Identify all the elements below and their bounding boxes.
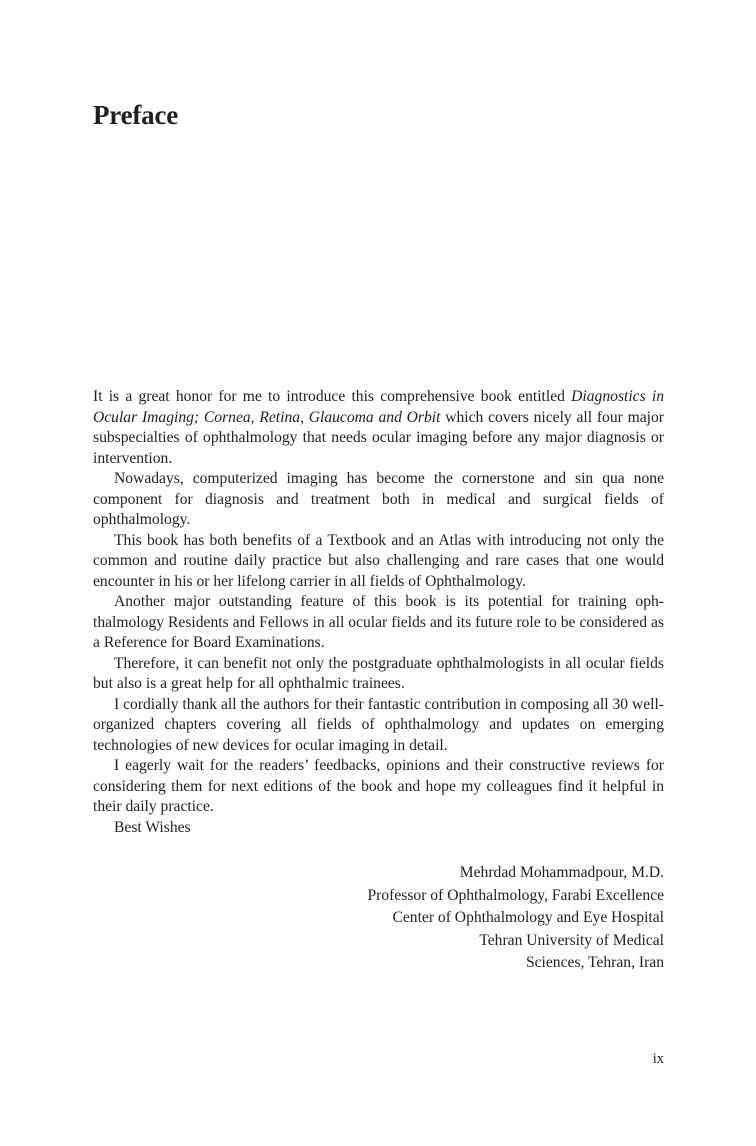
paragraph-text: which covers nicely all four major subspecialties of ophthalmology that needs ocular imaging before any major diagnosis or intervention. xyxy=(93,408,664,467)
paragraph-feedback: I eagerly wait for the readers’ feedbacks, opinions and their constructive reviews for considering them for next editions of the book and hope my colleagues find it helpful in their daily practice. xyxy=(93,757,664,815)
preface-body xyxy=(93,387,664,838)
author-affiliation-line: Sciences, Tehran, Iran xyxy=(525,954,664,971)
page-number: ix xyxy=(652,1051,664,1067)
paragraph-textbook-atlas: This book has both benefits of a Textbook and an Atlas with introducing not only the common and routine daily practice but also challenging and rare cases that one would encounter in his or her lifelong carrier in all fields of Ophthalmology. xyxy=(93,531,664,590)
page-title: Preface xyxy=(93,100,179,130)
signature-block xyxy=(93,862,664,975)
author-name: Mehrdad Mohammadpour, M.D. xyxy=(459,864,664,881)
author-affiliation-line: Professor of Ophthalmology, Farabi Excellence xyxy=(367,886,664,904)
author-affiliation-line: Center of Ophthalmology and Eye Hospital xyxy=(392,909,664,926)
paragraph-acknowledgement: I cordially thank all the authors for their fantastic contribution in composing all 30 well-organized chapters covering all fields of ophthalmology and updates on emerging technologies of new devices for ocular imaging in detail. xyxy=(93,695,664,754)
author-affiliation-line: Tehran University of Medical xyxy=(479,931,664,949)
paragraph-benefits: Therefore, it can benefit not only the postgraduate ophthalmologists in all ocular fields but also is a great help for all ophthalmic trainees. xyxy=(93,654,664,692)
paragraph-computerized-imaging: Nowadays, computerized imaging has become the cornerstone and sin qua none component for diagnosis and treatment both in medical and surgical fields of ophthalmology. xyxy=(93,470,664,528)
book-title: Diagnostics in Ocular Imaging; Cornea, Retina, Glaucoma and Orbit xyxy=(93,388,664,426)
paragraph-introduction xyxy=(93,387,664,469)
paragraph-training: Another major outstanding feature of this book is its potential for training ophthalmology Residents and Fellows in all ocular fields and its future role to be considered as a Reference for Board Examinations. xyxy=(93,593,664,651)
closing-line: Best Wishes xyxy=(114,818,191,836)
paragraph-text: It is a great honor for me to introduce this comprehensive book entitled xyxy=(93,388,572,405)
